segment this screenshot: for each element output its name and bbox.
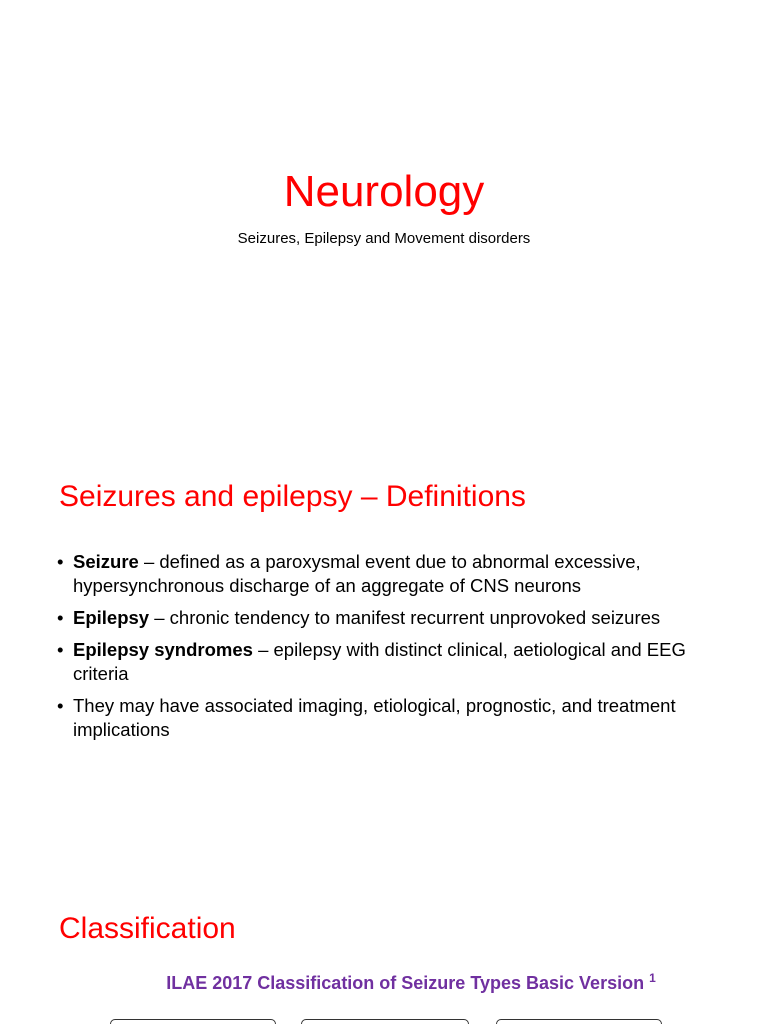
bullet-term: Seizure bbox=[73, 551, 139, 572]
bullet-dot-icon: • bbox=[57, 639, 64, 660]
bullet-epilepsy bbox=[57, 606, 707, 630]
bullet-dot-icon: • bbox=[57, 607, 64, 628]
ilae-footnote-marker: 1 bbox=[649, 971, 656, 985]
bullet-text: – epilepsy with distinct clinical, aetiological and EEG criteria bbox=[73, 639, 686, 684]
bullet-term: Epilepsy bbox=[73, 607, 150, 628]
classification-heading: Classification bbox=[59, 912, 236, 945]
definitions-heading: Seizures and epilepsy – Definitions bbox=[59, 480, 526, 513]
classification-box-focal-onset bbox=[110, 1019, 276, 1024]
bullet-text: – chronic tendency to manifest recurrent unprovoked seizures bbox=[149, 607, 661, 628]
ilae-diagram-title bbox=[0, 965, 768, 996]
classification-box-generalized-onset bbox=[301, 1019, 469, 1024]
bullet-dot-icon: • bbox=[57, 695, 64, 716]
title-slide-subtitle: Seizures, Epilepsy and Movement disorders bbox=[237, 230, 531, 247]
classification-box-unknown-onset bbox=[496, 1019, 662, 1024]
ilae-title-text: ILAE 2017 Classification of Seizure Types Basic Version bbox=[166, 973, 645, 993]
definitions-bullet-list bbox=[57, 550, 707, 750]
bullet-text: – defined as a paroxysmal event due to abnormal excessive, hypersynchronous discharge of an aggregate of CNS neurons bbox=[73, 551, 641, 596]
bullet-text: They may have associated imaging, etiological, prognostic, and treatment implications bbox=[73, 695, 676, 740]
bullet-implications bbox=[57, 694, 707, 742]
bullet-term: Epilepsy syndromes bbox=[73, 639, 253, 660]
bullet-seizure bbox=[57, 550, 707, 598]
bullet-epilepsy-syndromes bbox=[57, 638, 707, 686]
title-slide-heading: Neurology bbox=[283, 167, 485, 216]
bullet-dot-icon: • bbox=[57, 551, 64, 572]
